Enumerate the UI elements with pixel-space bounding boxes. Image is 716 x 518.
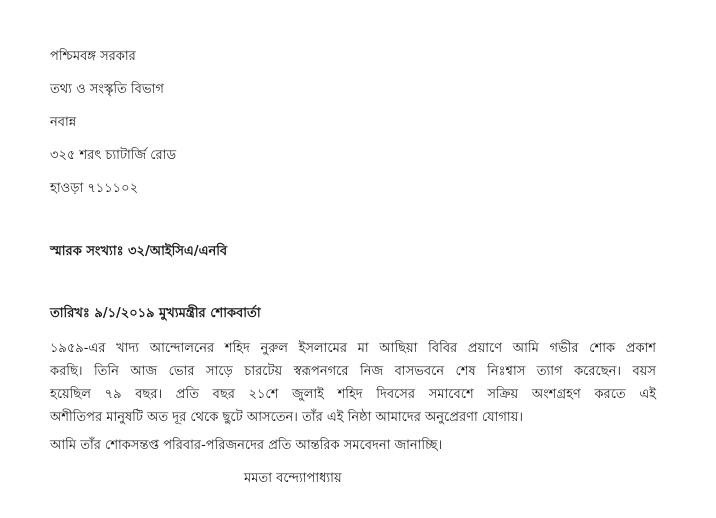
date-and-subject-title: তারিখঃ ৯/১/২০১৯ মুখ্যমন্ত্রীর শোকবার্তা: [50, 306, 261, 321]
office-name: নবান্ন: [50, 115, 77, 130]
body-paragraph-1: [50, 337, 656, 429]
memo-number: স্মারক সংখ্যাঃ ৩২/আইসিএ/এনবি: [50, 244, 228, 259]
street-address: ৩২৫ শরৎ চ্যাটার্জি রোড: [50, 148, 177, 163]
paragraph-1-line: হয়েছিল ৭৯ বছর। প্রতি বছর ২১শে জুলাই শহিদ দিবসের সমাবেশে সক্রিয় অংশগ্রহণ করতে এই: [50, 387, 656, 402]
department-name: তথ্য ও সংস্কৃতি বিভাগ: [50, 82, 164, 97]
city-address: হাওড়া ৭১১১০২: [50, 181, 139, 196]
paragraph-1-line: অশীতিপর মানুষটি অত দূর থেকে ছুটে আসতেন। তাঁর এই নিষ্ঠা আমাদের অনুপ্রেরণা যোগায়।: [50, 410, 524, 425]
paragraph-1-line: ১৯৫৯-এর খাদ্য আন্দোলনের শহিদ নুরুল ইসলামের মা আছিয়া বিবির প্রয়াণে আমি গভীর শোক প্রকাশ: [50, 341, 656, 356]
paragraph-1-line: করছি। তিনি আজ ভোর সাড়ে চারটেয় স্বরূপনগরে নিজ বাসভবনে শেষ নিঃশ্বাস ত্যাগ করেছেন। বয়স: [50, 364, 656, 379]
body-paragraph-2: আমি তাঁর শোকসন্তপ্ত পরিবার-পরিজনদের প্রতি আন্তরিক সমবেদনা জানাচ্ছি।: [50, 438, 443, 453]
signature-name: মমতা বন্দ্যোপাধ্যায়: [244, 471, 342, 486]
government-name: পশ্চিমবঙ্গ সরকার: [50, 49, 136, 64]
